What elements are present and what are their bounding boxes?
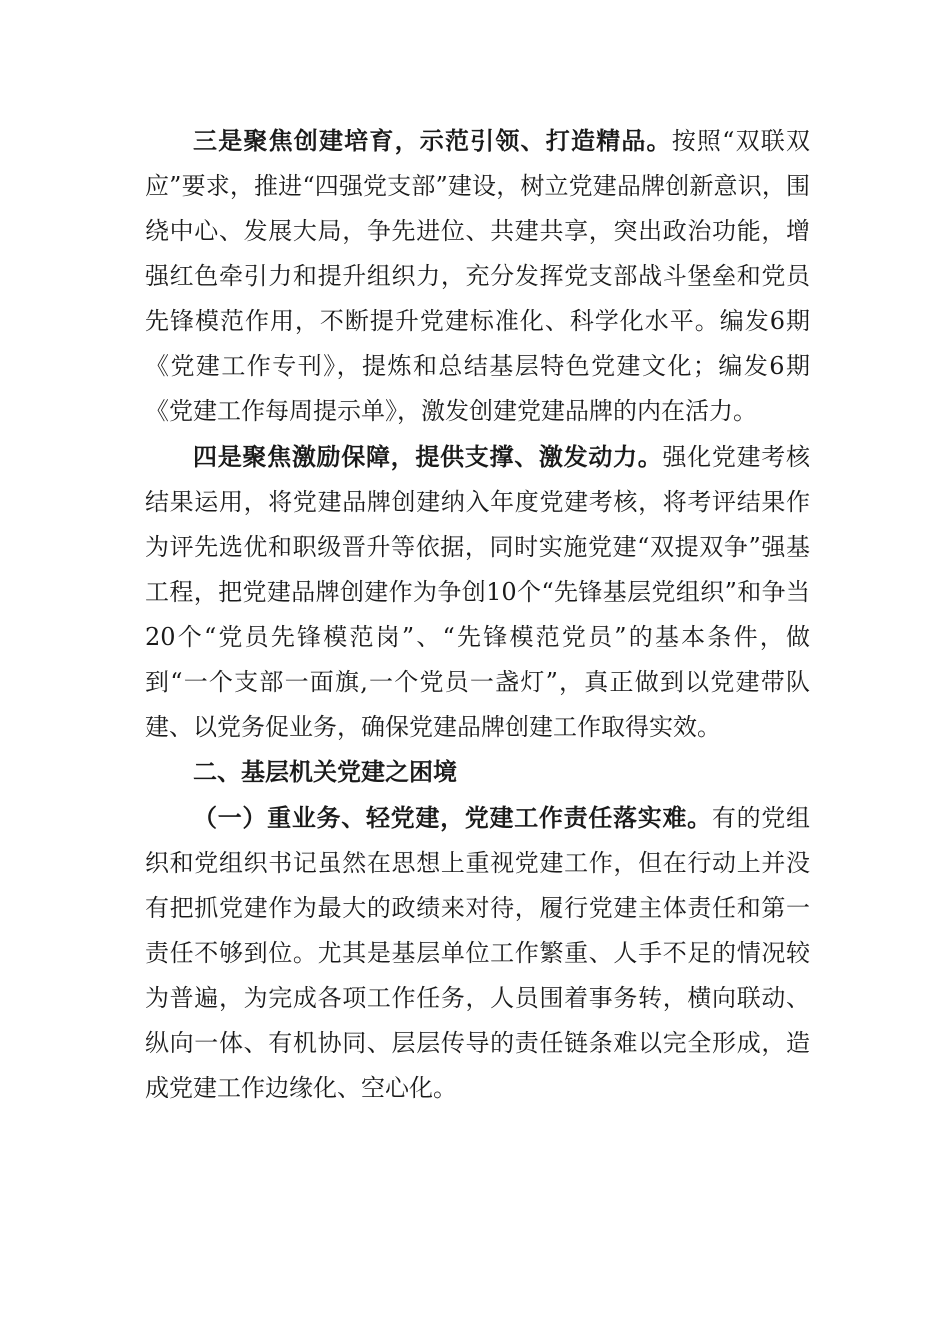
subsection-one-body: 有的党组织和党组织书记虽然在思想上重视党建工作，但在行动上并没有把抓党建作为最大的政绩来对待，履行党建主体责任和第一责任不够到位。尤其是基层单位工作繁重、人手不足的情况较为普遍，为完成各项工作任务，人员围着事务转，横向联动、纵向一体、有机协同、层层传导的责任链条难以完全形成，造成党建工作边缘化、空心化。 bbox=[145, 804, 810, 1102]
paragraph-four-lead: 四是聚焦激励保障，提供支撑、激发动力。 bbox=[193, 442, 663, 471]
section-heading: 二、基层机关党建之困境 bbox=[193, 758, 457, 786]
paragraph-three-body: 按照“双联双应”要求，推进“四强党支部”建设，树立党建品牌创新意识，围绕中心、发展大局，争先进位、共建共享，突出政治功能，增强红色牵引力和提升组织力，充分发挥党支部战斗堡垒和党员先锋模范作用，不断提升党建标准化、科学化水平。编发6期《党建工作专刊》，提炼和总结基层特色党建文化；编发6期《党建工作每周提示单》，激发创建党建品牌的内在活力。 bbox=[145, 127, 810, 425]
paragraph-four-body: 强化党建考核结果运用，将党建品牌创建纳入年度党建考核，将考评结果作为评先选优和职级晋升等依据，同时实施党建“双提双争”强基工程，把党建品牌创建作为争创10个“先锋基层党组织”和争当20个“党员先锋模范岗”、“先锋模范党员”的基本条件，做到“一个支部一面旗,一个党员一盏灯”，真正做到以党建带队建、以党务促业务，确保党建品牌创建工作取得实效。 bbox=[145, 443, 811, 741]
subsection-one-lead: （一）重业务、轻党建，党建工作责任落实难。 bbox=[193, 803, 712, 832]
subsection-one bbox=[145, 795, 810, 1111]
paragraph-three-lead: 三是聚焦创建培育，示范引领、打造精品。 bbox=[193, 126, 672, 155]
paragraph-three bbox=[145, 118, 810, 434]
document-body bbox=[145, 118, 810, 1111]
paragraph-four bbox=[145, 434, 810, 750]
